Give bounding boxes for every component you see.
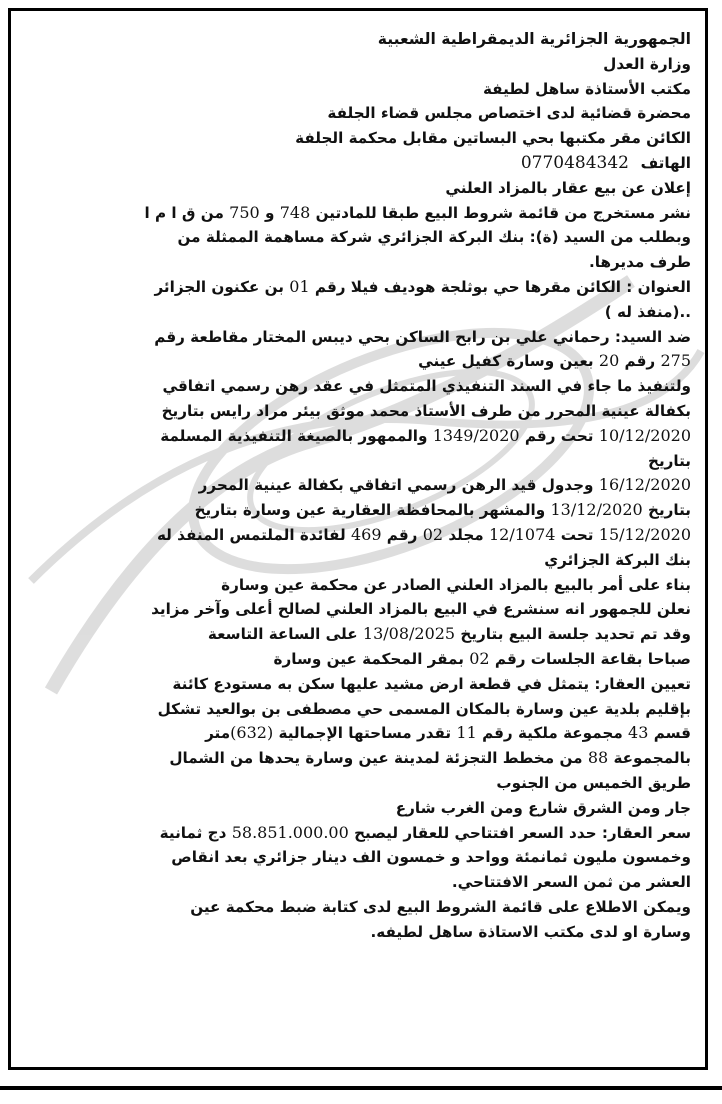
ownership-group-number: 11 <box>456 723 477 743</box>
property-text-3b: مجموعة ملكية رقم <box>482 724 623 743</box>
price-line-1 <box>29 821 691 846</box>
property-line-1: تعيين العقار: يتمثل في قطعة ارض مشيد عليها سكن به مستودع كائنة <box>172 674 691 693</box>
enforcement-line-8: بنك البركة الجزائري <box>544 550 691 569</box>
applicant-address <box>29 275 691 300</box>
enforcement-text-6a: بتاريخ <box>648 501 691 520</box>
applicant-line-1: وبطلب من السيد (ة): بنك البركة الجزائري شركة مساهمة الممثلة من <box>177 228 691 247</box>
enforcement-line-4: بتاريخ <box>648 451 691 470</box>
registry-reference: 12/1074 <box>488 524 556 544</box>
volume-number: 02 <box>422 524 444 544</box>
deed-reference: 1349/2020 <box>432 425 520 445</box>
court-sale-announcement <box>29 27 691 944</box>
total-area: (632) <box>230 723 274 743</box>
article-number-1: 748 <box>279 202 311 222</box>
applicant-line-2: طرف مديرها. <box>588 253 691 272</box>
deed-date: 10/12/2020 <box>598 425 691 445</box>
session-line-3 <box>29 647 691 672</box>
property-text-4b: من مخطط التجزئة لمدينة عين وسارة يحدها من الشمال <box>169 749 583 768</box>
property-line-6: جار ومن الشرق شارع ومن الغرب شارع <box>395 798 691 817</box>
sale-date: 13/08/2025 <box>362 624 456 644</box>
legal-basis-text-b: و <box>265 203 275 222</box>
article-number-2: 750 <box>229 202 260 222</box>
enforcement-text-7c: رقم <box>386 525 418 544</box>
registry-date: 15/12/2020 <box>598 524 691 544</box>
entry-number: 469 <box>350 524 382 544</box>
property-line-3 <box>29 721 691 746</box>
phone-label: الهاتف <box>640 153 691 172</box>
enforcement-text-7b: مجلد <box>448 525 484 544</box>
applicant-address-text-a: العنوان : الكائن مقرها حي بوثلجة هوديف فيلا رقم <box>314 277 691 296</box>
applicant-address-text-b: بن عكنون الجزائر <box>154 277 284 296</box>
legal-basis-text-a: نشر مستخرج من قائمة شروط البيع طبقا للمادتين <box>315 203 691 222</box>
defendant-line-2 <box>29 349 691 374</box>
office-address: الكائن مقر مكتبها بحي البساتين مقابل محكمة الجلفة <box>295 129 691 148</box>
price-text-1b: دج ثمانية <box>159 823 227 842</box>
bailiff-title: محضرة قضائية لدى اختصاص مجلس قضاء الجلفة <box>327 104 691 123</box>
property-text-4a: بالمجموعة <box>613 749 691 768</box>
session-text-3a: صباحا بقاعة الجلسات رقم <box>494 649 691 668</box>
opening-price: 58.851.000.00 <box>231 822 349 842</box>
enforcement-line-1: ولتنفيذ ما جاء في السند التنفيذي المتمثل في عقد رهن رسمي اتفاقي <box>162 377 691 396</box>
property-text-3d: متر <box>205 724 231 743</box>
legal-basis <box>29 201 691 226</box>
executory-date: 16/12/2020 <box>598 475 691 495</box>
session-text-2b: على الساعة التاسعة <box>207 625 358 644</box>
enforcement-line-7 <box>29 523 691 548</box>
enforcement-line-3 <box>29 424 691 449</box>
announcement-frame <box>8 8 708 1070</box>
property-line-4 <box>29 746 691 771</box>
session-line-2 <box>29 622 691 647</box>
district-number: 275 <box>660 351 691 371</box>
legal-basis-text-c: من ق ا م ا <box>144 203 224 222</box>
enforcement-text-5a: وجدول قيد الرهن رسمي اتفاقي بكفالة عينية المحرر <box>198 476 594 495</box>
republic-heading: الجمهورية الجزائرية الديمقراطية الشعبية <box>377 30 691 48</box>
session-text-3b: بمقر المحكمة عين وسارة <box>273 649 464 668</box>
enforcement-line-2: بكفالة عينية المحرر من طرف الأستاذ محمد موثق بيئر مراد رايس بتاريخ <box>161 401 691 420</box>
enforcement-text-3b: والممهور بالصيغة التنفيذية المسلمة <box>160 426 428 445</box>
enforcement-line-5 <box>29 473 691 498</box>
mortgage-date: 13/12/2020 <box>550 500 643 520</box>
subdivision-group-number: 88 <box>587 748 609 768</box>
property-line-5: طريق الخميس من الجنوب <box>496 773 691 792</box>
price-line-3: العشر من ثمن السعر الافتتاحي. <box>451 873 691 892</box>
phone-number: 0770484342 <box>520 152 629 173</box>
enforcement-text-3a: تحت رقم <box>524 426 594 445</box>
house-number: 20 <box>598 351 620 371</box>
defendant-text-a: رقم <box>624 352 656 371</box>
enforcement-line-6 <box>29 498 691 523</box>
notice-title: إعلان عن بيع عقار بالمزاد العلني <box>445 178 691 197</box>
enforcement-text-7a: تحت <box>560 525 594 544</box>
property-text-3a: قسم <box>653 724 691 743</box>
defendant-line-1: ضد السيد: رحماني علي بن رابح الساكن بحي ديبس المختار مقاطعة رقم <box>154 327 691 346</box>
price-text-1a: سعر العقار: حدد السعر افتتاحي للعقار ليصبح <box>354 823 691 842</box>
consultation-line-1: ويمكن الاطلاع على قائمة الشروط البيع لدى كتابة ضبط محكمة عين <box>190 897 691 916</box>
enforcement-text-6b: والمشهر بالمحافظة العقارية عين وسارة بتاريخ <box>194 501 546 520</box>
office-name: مكتب الأستاذة ساهل لطيفة <box>482 79 691 98</box>
defendant-text-b: بعين وسارة كفيل عيني <box>418 352 594 371</box>
ministry-heading: وزارة العدل <box>603 54 691 73</box>
enforcement-text-7d: لفائدة الملتمس المنفذ له <box>156 525 346 544</box>
session-text-2a: وقد تم تحديد جلسة البيع بتاريخ <box>460 625 691 644</box>
applicant-address-line-2: ..(منفذ له ) <box>604 302 691 321</box>
property-line-2: بإقليم بلدية عين وسارة بالمكان المسمى حي مصطفى بن بوالعيد تشكل <box>157 699 691 718</box>
property-text-3c: تقدر مساحتها الإجمالية <box>278 724 452 743</box>
page-bottom-rule <box>0 1086 722 1090</box>
villa-number: 01 <box>289 276 310 296</box>
consultation-line-2: وسارة او لدى مكتب الاستاذة ساهل لطيفه. <box>370 922 691 941</box>
court-order: بناء على أمر بالبيع بالمزاد العلني الصادر عن محكمة عين وسارة <box>221 575 691 594</box>
section-number: 43 <box>628 723 649 743</box>
session-line-1: نعلن للجمهور انه سنشرع في البيع بالمزاد العلني لصالح أعلى وآخر مزايد <box>151 600 691 619</box>
hall-number: 02 <box>469 648 490 668</box>
price-line-2: وخمسون مليون ثمانمئة وواحد و خمسون الف دينار جزائري بعد انقاص <box>171 848 691 867</box>
